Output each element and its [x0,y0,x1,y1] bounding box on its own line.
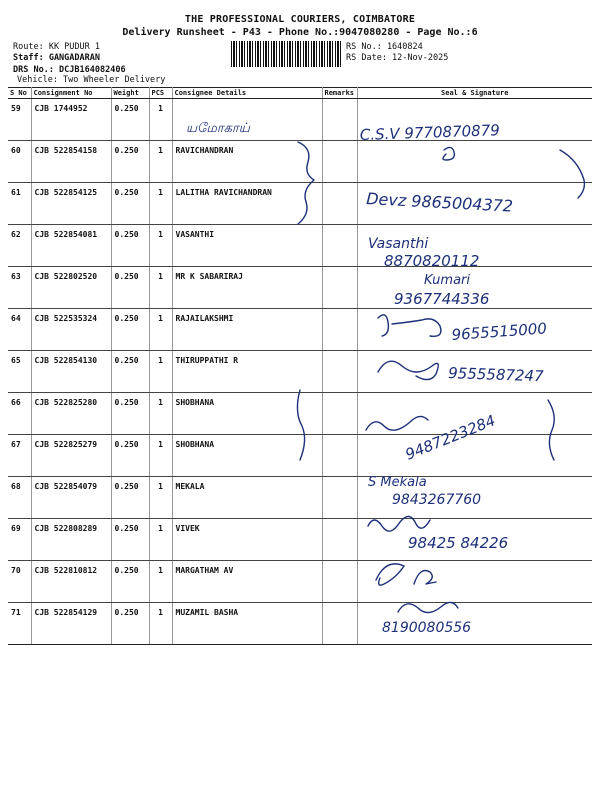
table-row [8,561,592,603]
rs-number: RS No.: 1640824 [346,42,423,52]
cell-consignee: MARGATHAM AV [172,561,322,603]
cell-remarks [322,183,357,225]
cell-remarks [322,603,357,645]
cell-consignee: SHOBHANA [172,393,322,435]
cell-signature [357,435,592,477]
cell-sno: 66 [8,393,31,435]
cell-signature [357,603,592,645]
handwritten-sig-65: 9555587247 [447,364,544,386]
cell-weight: 0.250 [111,603,149,645]
handwritten-sig-61: Devz 9865004372 [365,189,514,216]
cell-signature [357,267,592,309]
cell-pcs: 1 [149,561,172,603]
table-row [8,225,592,267]
runsheet-subtitle: Delivery Runsheet - P43 - Phone No.:9047080280 - Page No.:6 [122,27,478,38]
col-pcs: PCS [149,88,172,99]
vehicle-label: Vehicle: Two Wheeler Delivery [17,75,166,85]
handwritten-sig-63b: 9367744336 [394,290,490,308]
cell-weight: 0.250 [111,561,149,603]
cell-consignee: VASANTHI [172,225,322,267]
cell-weight: 0.250 [111,477,149,519]
handwritten-name-59: யமோகாய் [186,121,250,136]
col-signature: Seal & Signature [357,88,592,99]
route-label: Route: KK PUDUR 1 [13,42,100,52]
cell-remarks [322,351,357,393]
cell-weight: 0.250 [111,393,149,435]
cell-signature [357,309,592,351]
cell-consignment: CJB 522854079 [31,477,111,519]
rs-date: RS Date: 12-Nov-2025 [346,53,449,63]
cell-consignment: CJB 522808289 [31,519,111,561]
cell-consignment: CJB 522854125 [31,183,111,225]
table-row [8,477,592,519]
table-header-row [8,88,592,99]
cell-signature [357,561,592,603]
cell-weight: 0.250 [111,141,149,183]
cell-pcs: 1 [149,435,172,477]
handwritten-sig-62a: Vasanthi [368,236,429,252]
col-remarks: Remarks [322,88,357,99]
cell-weight: 0.250 [111,351,149,393]
cell-consignee: THIRUPPATHI R [172,351,322,393]
table-row [8,309,592,351]
handwritten-sig-69: 98425 84226 [408,534,509,552]
col-consignee: Consignee Details [172,88,322,99]
cell-pcs: 1 [149,309,172,351]
cell-remarks [322,225,357,267]
cell-remarks [322,519,357,561]
cell-pcs: 1 [149,519,172,561]
cell-pcs: 1 [149,351,172,393]
handwritten-sig-71: 8190080556 [382,620,472,636]
cell-remarks [322,309,357,351]
handwritten-sig-59: C.S.V 9770870879 [359,121,501,144]
cell-remarks [322,393,357,435]
cell-pcs: 1 [149,603,172,645]
cell-consignment: CJB 522854158 [31,141,111,183]
handwritten-sig-62b: 8870820112 [384,252,480,270]
cell-signature [357,141,592,183]
cell-signature [357,99,592,141]
cell-consignment: CJB 522854129 [31,603,111,645]
cell-consignee: LALITHA RAVICHANDRAN [172,183,322,225]
cell-sno: 68 [8,477,31,519]
cell-consignee: MUZAMIL BASHA [172,603,322,645]
cell-consignee: MR K SABARIRAJ [172,267,322,309]
col-weight: Weight [111,88,149,99]
cell-pcs: 1 [149,225,172,267]
staff-label: Staff: GANGADARAN [13,53,100,63]
cell-consignment: CJB 522535324 [31,309,111,351]
table-row [8,393,592,435]
col-sno: S No [8,88,31,99]
table-row [8,435,592,477]
cell-weight: 0.250 [111,309,149,351]
table-row [8,141,592,183]
cell-pcs: 1 [149,393,172,435]
cell-weight: 0.250 [111,225,149,267]
table-row [8,603,592,645]
cell-pcs: 1 [149,267,172,309]
table-row [8,183,592,225]
cell-sno: 63 [8,267,31,309]
cell-signature [357,477,592,519]
handwritten-sig-68b: 9843267760 [392,492,482,508]
cell-weight: 0.250 [111,99,149,141]
table-row [8,99,592,141]
cell-consignment: CJB 522854081 [31,225,111,267]
cell-sno: 69 [8,519,31,561]
cell-pcs: 1 [149,183,172,225]
company-title: THE PROFESSIONAL COURIERS, COIMBATORE [184,14,416,25]
cell-signature [357,393,592,435]
cell-weight: 0.250 [111,435,149,477]
handwritten-sig-64: 9655515000 [451,319,548,344]
cell-sno: 60 [8,141,31,183]
col-consignment: Consignment No [31,88,111,99]
cell-sno: 59 [8,99,31,141]
cell-signature [357,183,592,225]
cell-consignee: RAVICHANDRAN [172,141,322,183]
cell-sno: 71 [8,603,31,645]
cell-remarks [322,477,357,519]
cell-consignee: SHOBHANA [172,435,322,477]
drs-number: DRS No.: DCJB164082406 [13,65,126,75]
cell-consignment: CJB 1744952 [31,99,111,141]
cell-weight: 0.250 [111,519,149,561]
cell-remarks [322,561,357,603]
table-row [8,267,592,309]
cell-pcs: 1 [149,141,172,183]
handwritten-sig-66: 9487223284 [402,411,498,464]
cell-remarks [322,435,357,477]
cell-consignee [172,99,322,141]
cell-consignment: CJB 522810812 [31,561,111,603]
cell-consignee: RAJAILAKSHMI [172,309,322,351]
table-row [8,351,592,393]
runsheet-table [8,87,592,645]
cell-signature [357,225,592,267]
cell-weight: 0.250 [111,183,149,225]
cell-sno: 61 [8,183,31,225]
cell-signature [357,351,592,393]
cell-sno: 67 [8,435,31,477]
cell-remarks [322,99,357,141]
cell-signature [357,519,592,561]
cell-consignment: CJB 522854130 [31,351,111,393]
cell-sno: 65 [8,351,31,393]
cell-pcs: 1 [149,477,172,519]
table-row [8,519,592,561]
handwritten-sig-68a: S Mekala [368,475,427,490]
cell-consignee: VIVEK [172,519,322,561]
cell-consignment: CJB 522825280 [31,393,111,435]
handwritten-sig-63a: Kumari [424,273,471,288]
cell-consignee: MEKALA [172,477,322,519]
cell-remarks [322,141,357,183]
cell-weight: 0.250 [111,267,149,309]
barcode [231,41,341,67]
cell-remarks [322,267,357,309]
cell-sno: 62 [8,225,31,267]
cell-consignment: CJB 522802520 [31,267,111,309]
cell-sno: 64 [8,309,31,351]
cell-pcs: 1 [149,99,172,141]
cell-sno: 70 [8,561,31,603]
cell-consignment: CJB 522825279 [31,435,111,477]
